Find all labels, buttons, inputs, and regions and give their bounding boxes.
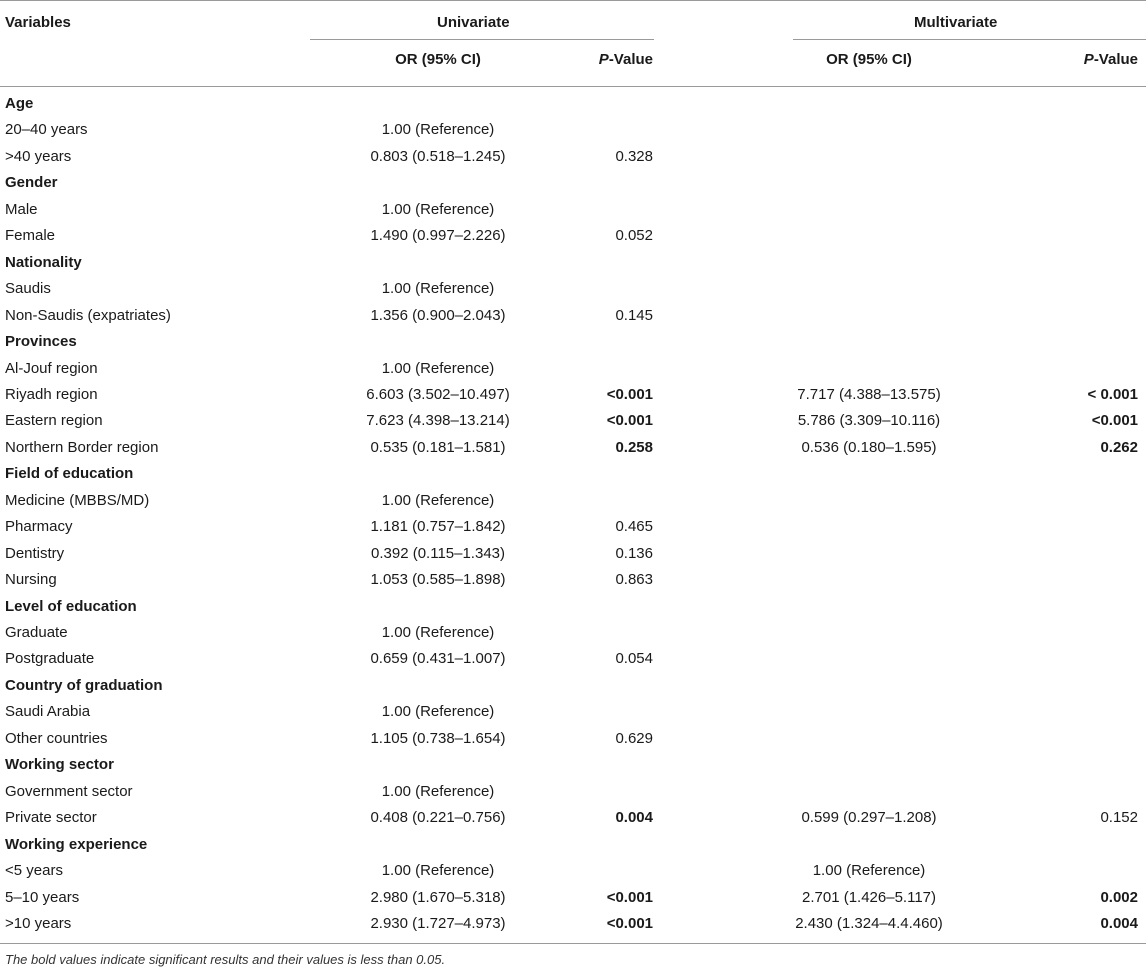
table-row: [0, 699, 1146, 725]
multivariate-pvalue: 0.152: [1100, 809, 1138, 827]
univariate-or: 1.181 (0.757–1.842): [370, 518, 506, 536]
univariate-or: 1.00 (Reference): [381, 624, 495, 641]
category-row: [0, 673, 1146, 699]
univariate-pvalue: 0.629: [615, 729, 653, 747]
table-row: [0, 911, 1146, 937]
univariate-pvalue: 0.465: [615, 518, 653, 536]
variable-label: Graduate: [5, 624, 68, 641]
table-row: [0, 276, 1146, 302]
table-row: [0, 408, 1146, 434]
univariate-or: 1.00 (Reference): [381, 200, 495, 218]
table-footnote: The bold values indicate significant results and their values is less than 0.05.: [5, 952, 446, 967]
multivariate-or: 5.786 (3.309–10.116): [797, 412, 941, 430]
univariate-pvalue: 0.052: [615, 227, 653, 245]
table-row: [0, 858, 1146, 884]
univariate-or: 2.980 (1.670–5.318): [370, 888, 506, 906]
multivariate-pvalue: 0.004: [1100, 914, 1138, 932]
category-label: Provinces: [5, 333, 77, 351]
multivariate-pvalue: <0.001: [1091, 412, 1138, 430]
variable-label: Pharmacy: [5, 518, 73, 536]
category-row: [0, 594, 1146, 620]
variable-label: Saudi Arabia: [5, 703, 91, 721]
univariate-or: 1.00 (Reference): [381, 862, 495, 880]
univariate-pvalue: <0.001: [606, 385, 653, 403]
category-label: Gender: [5, 174, 58, 192]
header-univariate-or: OR (95% CI): [395, 51, 481, 68]
univariate-pvalue: 0.004: [615, 809, 653, 827]
univariate-pvalue: <0.001: [606, 914, 653, 932]
univariate-or: 1.00 (Reference): [381, 280, 495, 298]
table-row: [0, 541, 1146, 567]
variable-label: Female: [5, 227, 56, 245]
univariate-or: 0.535 (0.181–1.581): [370, 438, 506, 456]
table-bottom-rule: [0, 943, 1146, 944]
table-row: [0, 356, 1146, 382]
p-italic: P: [598, 51, 609, 68]
variable-label: >40 years: [5, 147, 72, 165]
multivariate-pvalue: 0.002: [1100, 888, 1138, 906]
header-univariate-pvalue: [599, 51, 653, 68]
univariate-or: 1.00 (Reference): [381, 782, 495, 800]
univariate-pvalue: 0.054: [615, 650, 653, 668]
variable-label: Riyadh region: [5, 385, 98, 403]
variable-label: 20–40 years: [5, 121, 88, 139]
multivariate-pvalue: < 0.001: [1087, 385, 1138, 403]
header-bottom-rule: [0, 86, 1146, 87]
table-row: [0, 620, 1146, 646]
variable-label: Male: [5, 200, 38, 218]
multivariate-or: 1.00 (Reference): [812, 862, 926, 880]
variable-label: Nursing: [5, 571, 57, 589]
table-row: [0, 567, 1146, 593]
table-row: [0, 488, 1146, 514]
variable-label: Medicine (MBBS/MD): [5, 491, 150, 509]
multivariate-or: 2.701 (1.426–5.117): [802, 888, 936, 906]
category-row: [0, 170, 1146, 196]
table-top-rule: [0, 0, 1146, 1]
univariate-or: 2.930 (1.727–4.973): [370, 914, 506, 932]
table-row: [0, 726, 1146, 752]
category-label: Field of education: [5, 465, 134, 483]
univariate-or: 1.356 (0.900–2.043): [370, 306, 506, 324]
univariate-or: 1.00 (Reference): [381, 121, 495, 139]
variable-label: >10 years: [5, 914, 72, 932]
p-rest: -Value: [608, 51, 653, 68]
univariate-pvalue: 0.145: [615, 306, 653, 324]
multivariate-group-rule: [793, 39, 1146, 40]
multivariate-pvalue: 0.262: [1100, 438, 1138, 456]
header-multivariate-pvalue: [1084, 51, 1138, 68]
table-row: [0, 303, 1146, 329]
variable-label: Government sector: [5, 782, 133, 800]
variable-label: 5–10 years: [5, 888, 80, 906]
univariate-or: 7.623 (4.398–13.214): [366, 412, 510, 430]
multivariate-or: 7.717 (4.388–13.575): [797, 385, 941, 403]
univariate-pvalue: 0.328: [615, 147, 653, 165]
table-row: [0, 382, 1146, 408]
univariate-pvalue: <0.001: [606, 412, 653, 430]
variable-label: Dentistry: [5, 544, 65, 562]
univariate-or: 0.408 (0.221–0.756): [370, 809, 506, 827]
table-row: [0, 514, 1146, 540]
table-row: [0, 646, 1146, 672]
category-label: Age: [5, 95, 34, 112]
variable-label: <5 years: [5, 862, 63, 880]
category-label: Nationality: [5, 253, 82, 271]
variable-label: Postgraduate: [5, 650, 95, 668]
category-row: [0, 250, 1146, 276]
table-row: [0, 144, 1146, 170]
variable-label: Saudis: [5, 280, 51, 298]
table-row: [0, 197, 1146, 223]
variable-label: Non-Saudis (expatriates): [5, 306, 171, 324]
variable-label: Eastern region: [5, 412, 103, 430]
category-label: Country of graduation: [5, 676, 163, 694]
univariate-pvalue: 0.136: [615, 544, 653, 562]
multivariate-or: 0.599 (0.297–1.208): [801, 809, 937, 827]
univariate-or: 1.490 (0.997–2.226): [370, 227, 506, 245]
header-multivariate: Multivariate: [914, 14, 998, 31]
category-label: Working sector: [5, 756, 114, 774]
univariate-or: 1.105 (0.738–1.654): [370, 729, 506, 747]
variable-label: Al-Jouf region: [5, 359, 98, 377]
univariate-pvalue: <0.001: [606, 888, 653, 906]
table-row: [0, 223, 1146, 249]
univariate-pvalue: 0.863: [615, 571, 653, 589]
univariate-or: 1.00 (Reference): [381, 491, 495, 509]
univariate-or: 0.659 (0.431–1.007): [370, 650, 506, 668]
p-italic: P: [1083, 51, 1094, 68]
multivariate-or: 2.430 (1.324–4.4.460): [795, 914, 943, 932]
univariate-or: 0.803 (0.518–1.245): [370, 147, 506, 165]
variable-label: Private sector: [5, 809, 97, 827]
header-variables: Variables: [5, 14, 71, 31]
univariate-or: 1.00 (Reference): [381, 359, 495, 377]
univariate-or: 6.603 (3.502–10.497): [366, 385, 510, 403]
category-row: [0, 329, 1146, 355]
category-row: [0, 461, 1146, 487]
table-row: [0, 779, 1146, 805]
univariate-pvalue: 0.258: [615, 438, 653, 456]
multivariate-or: 0.536 (0.180–1.595): [801, 438, 937, 456]
category-row: [0, 91, 1146, 117]
table-row: [0, 117, 1146, 143]
variable-label: Northern Border region: [5, 438, 159, 456]
variable-label: Other countries: [5, 729, 108, 747]
category-label: Working experience: [5, 835, 148, 853]
table-row: [0, 805, 1146, 831]
category-row: [0, 752, 1146, 778]
category-row: [0, 832, 1146, 858]
table-row: [0, 435, 1146, 461]
header-univariate: Univariate: [437, 14, 510, 31]
univariate-or: 1.00 (Reference): [381, 703, 495, 721]
univariate-group-rule: [310, 39, 654, 40]
p-rest: -Value: [1093, 51, 1138, 68]
header-multivariate-or: OR (95% CI): [826, 51, 912, 68]
category-label: Level of education: [5, 597, 137, 615]
univariate-or: 0.392 (0.115–1.343): [371, 544, 505, 562]
table-row: [0, 885, 1146, 911]
univariate-or: 1.053 (0.585–1.898): [370, 571, 506, 589]
